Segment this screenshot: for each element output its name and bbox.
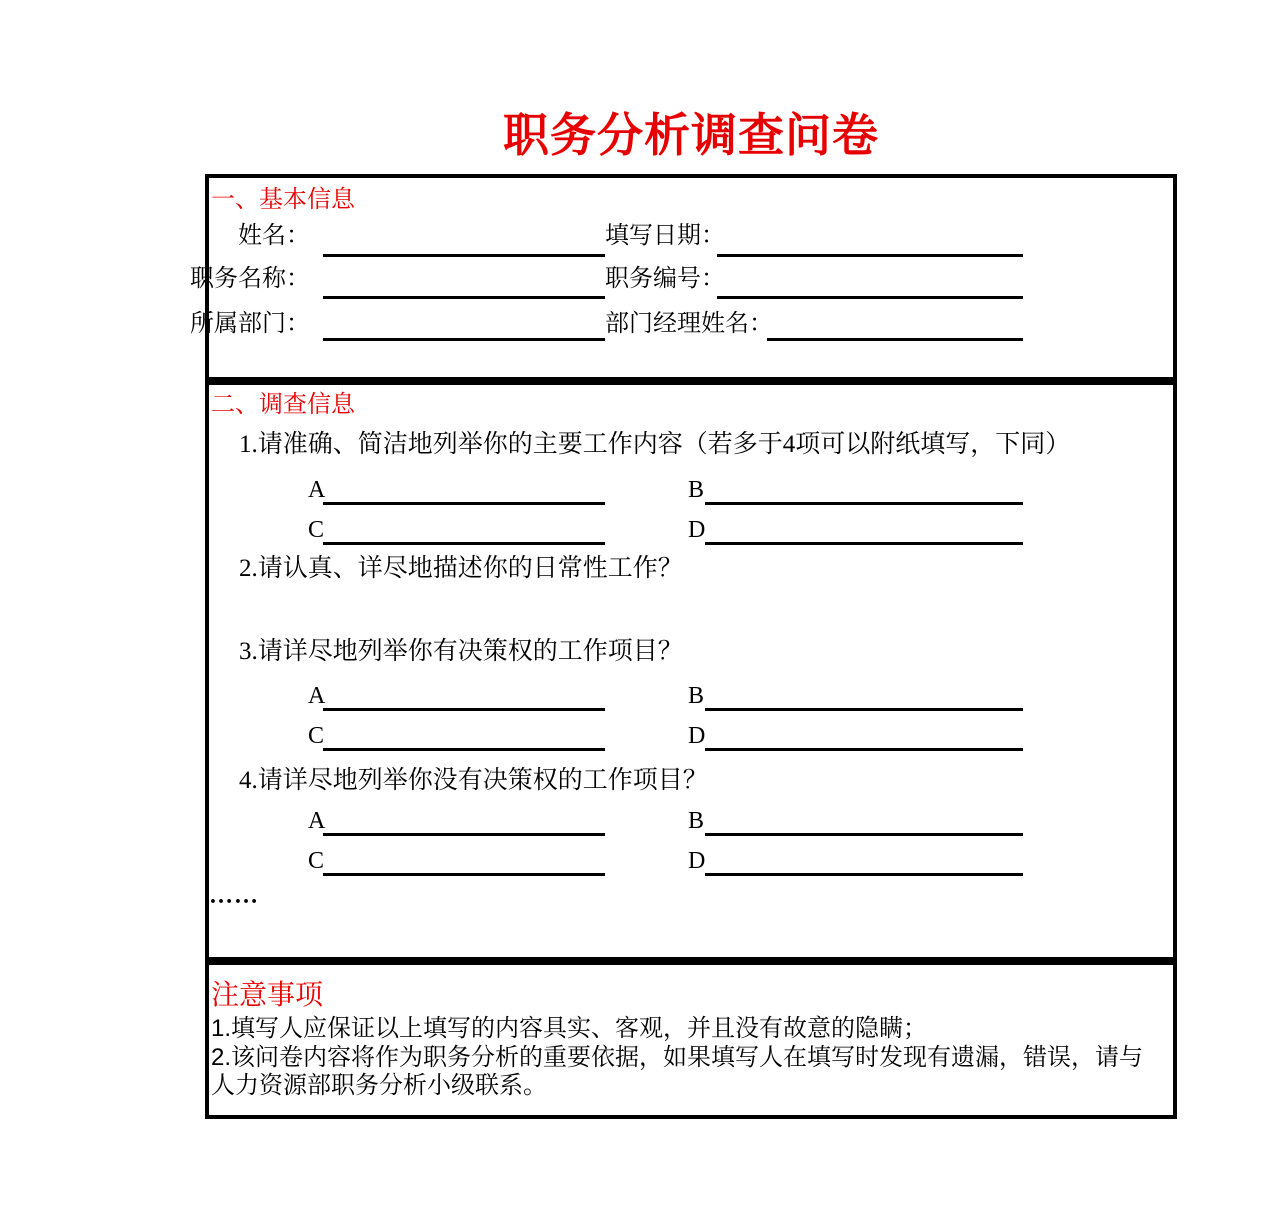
notes-heading: 注意事项 xyxy=(211,979,324,1010)
question-4: 4.请详尽地列举你没有决策权的工作项目？ xyxy=(239,767,708,794)
question-1: 1.请准确、简洁地列举你的主要工作内容（若多于4项可以附纸填写，下同） xyxy=(239,431,1071,458)
note-line-2: 2.该问卷内容将作为职务分析的重要依据，如果填写人在填写时发现有遗漏，错误，请与 xyxy=(211,1044,1144,1071)
q4-option-b-line[interactable] xyxy=(705,833,1023,836)
q4-option-a-label: A xyxy=(308,808,326,834)
q1-option-c-line[interactable] xyxy=(323,542,605,545)
job-title-field-label: 职务名称： xyxy=(190,266,310,292)
q1-option-c-label: C xyxy=(308,517,325,543)
job-title-field-line[interactable] xyxy=(323,296,605,299)
dept-manager-name-field-label: 部门经理姓名： xyxy=(605,311,773,337)
name-field-line[interactable] xyxy=(323,254,605,257)
section-notes xyxy=(205,961,1177,1119)
more-items-ellipsis: …… xyxy=(209,883,259,909)
department-field-label: 所属部门： xyxy=(190,311,310,337)
q3-option-b-line[interactable] xyxy=(705,708,1023,711)
q1-option-b-label: B xyxy=(688,477,705,503)
q4-option-d-line[interactable] xyxy=(705,873,1023,876)
q3-option-b-label: B xyxy=(688,683,705,709)
note-line-3: 人力资源部职务分析小级联系。 xyxy=(211,1072,547,1099)
q3-option-a-label: A xyxy=(308,683,326,709)
q3-option-d-line[interactable] xyxy=(705,748,1023,751)
section2-heading: 二、调查信息 xyxy=(211,392,355,418)
job-number-field-label: 职务编号： xyxy=(605,266,725,292)
section1-heading: 一、基本信息 xyxy=(211,187,355,213)
q1-option-a-line[interactable] xyxy=(323,502,605,505)
note-line-1: 1.填写人应保证以上填写的内容具实、客观，并且没有故意的隐瞒； xyxy=(211,1015,928,1042)
q1-option-a-label: A xyxy=(308,477,326,503)
q4-option-c-label: C xyxy=(308,848,325,874)
q3-option-c-label: C xyxy=(308,723,325,749)
fill-date-field-line[interactable] xyxy=(717,254,1023,257)
q4-option-b-label: B xyxy=(688,808,705,834)
question-3: 3.请详尽地列举你有决策权的工作项目？ xyxy=(239,638,683,665)
question-2: 2.请认真、详尽地描述你的日常性工作？ xyxy=(239,555,683,582)
department-field-line[interactable] xyxy=(323,338,605,341)
dept-manager-name-field-line[interactable] xyxy=(767,338,1023,341)
q1-option-d-line[interactable] xyxy=(705,542,1023,545)
q1-option-b-line[interactable] xyxy=(705,502,1023,505)
page-title: 职务分析调查问卷 xyxy=(503,110,879,161)
q3-option-a-line[interactable] xyxy=(323,708,605,711)
q4-option-a-line[interactable] xyxy=(323,833,605,836)
q1-option-d-label: D xyxy=(688,517,706,543)
q3-option-c-line[interactable] xyxy=(323,748,605,751)
name-field-label: 姓名： xyxy=(238,223,310,249)
q4-option-d-label: D xyxy=(688,848,706,874)
section-survey-info xyxy=(205,381,1177,961)
fill-date-field-label: 填写日期： xyxy=(605,223,725,249)
q4-option-c-line[interactable] xyxy=(323,873,605,876)
section-basic-info xyxy=(190,174,1177,381)
job-number-field-line[interactable] xyxy=(717,296,1023,299)
q3-option-d-label: D xyxy=(688,723,706,749)
